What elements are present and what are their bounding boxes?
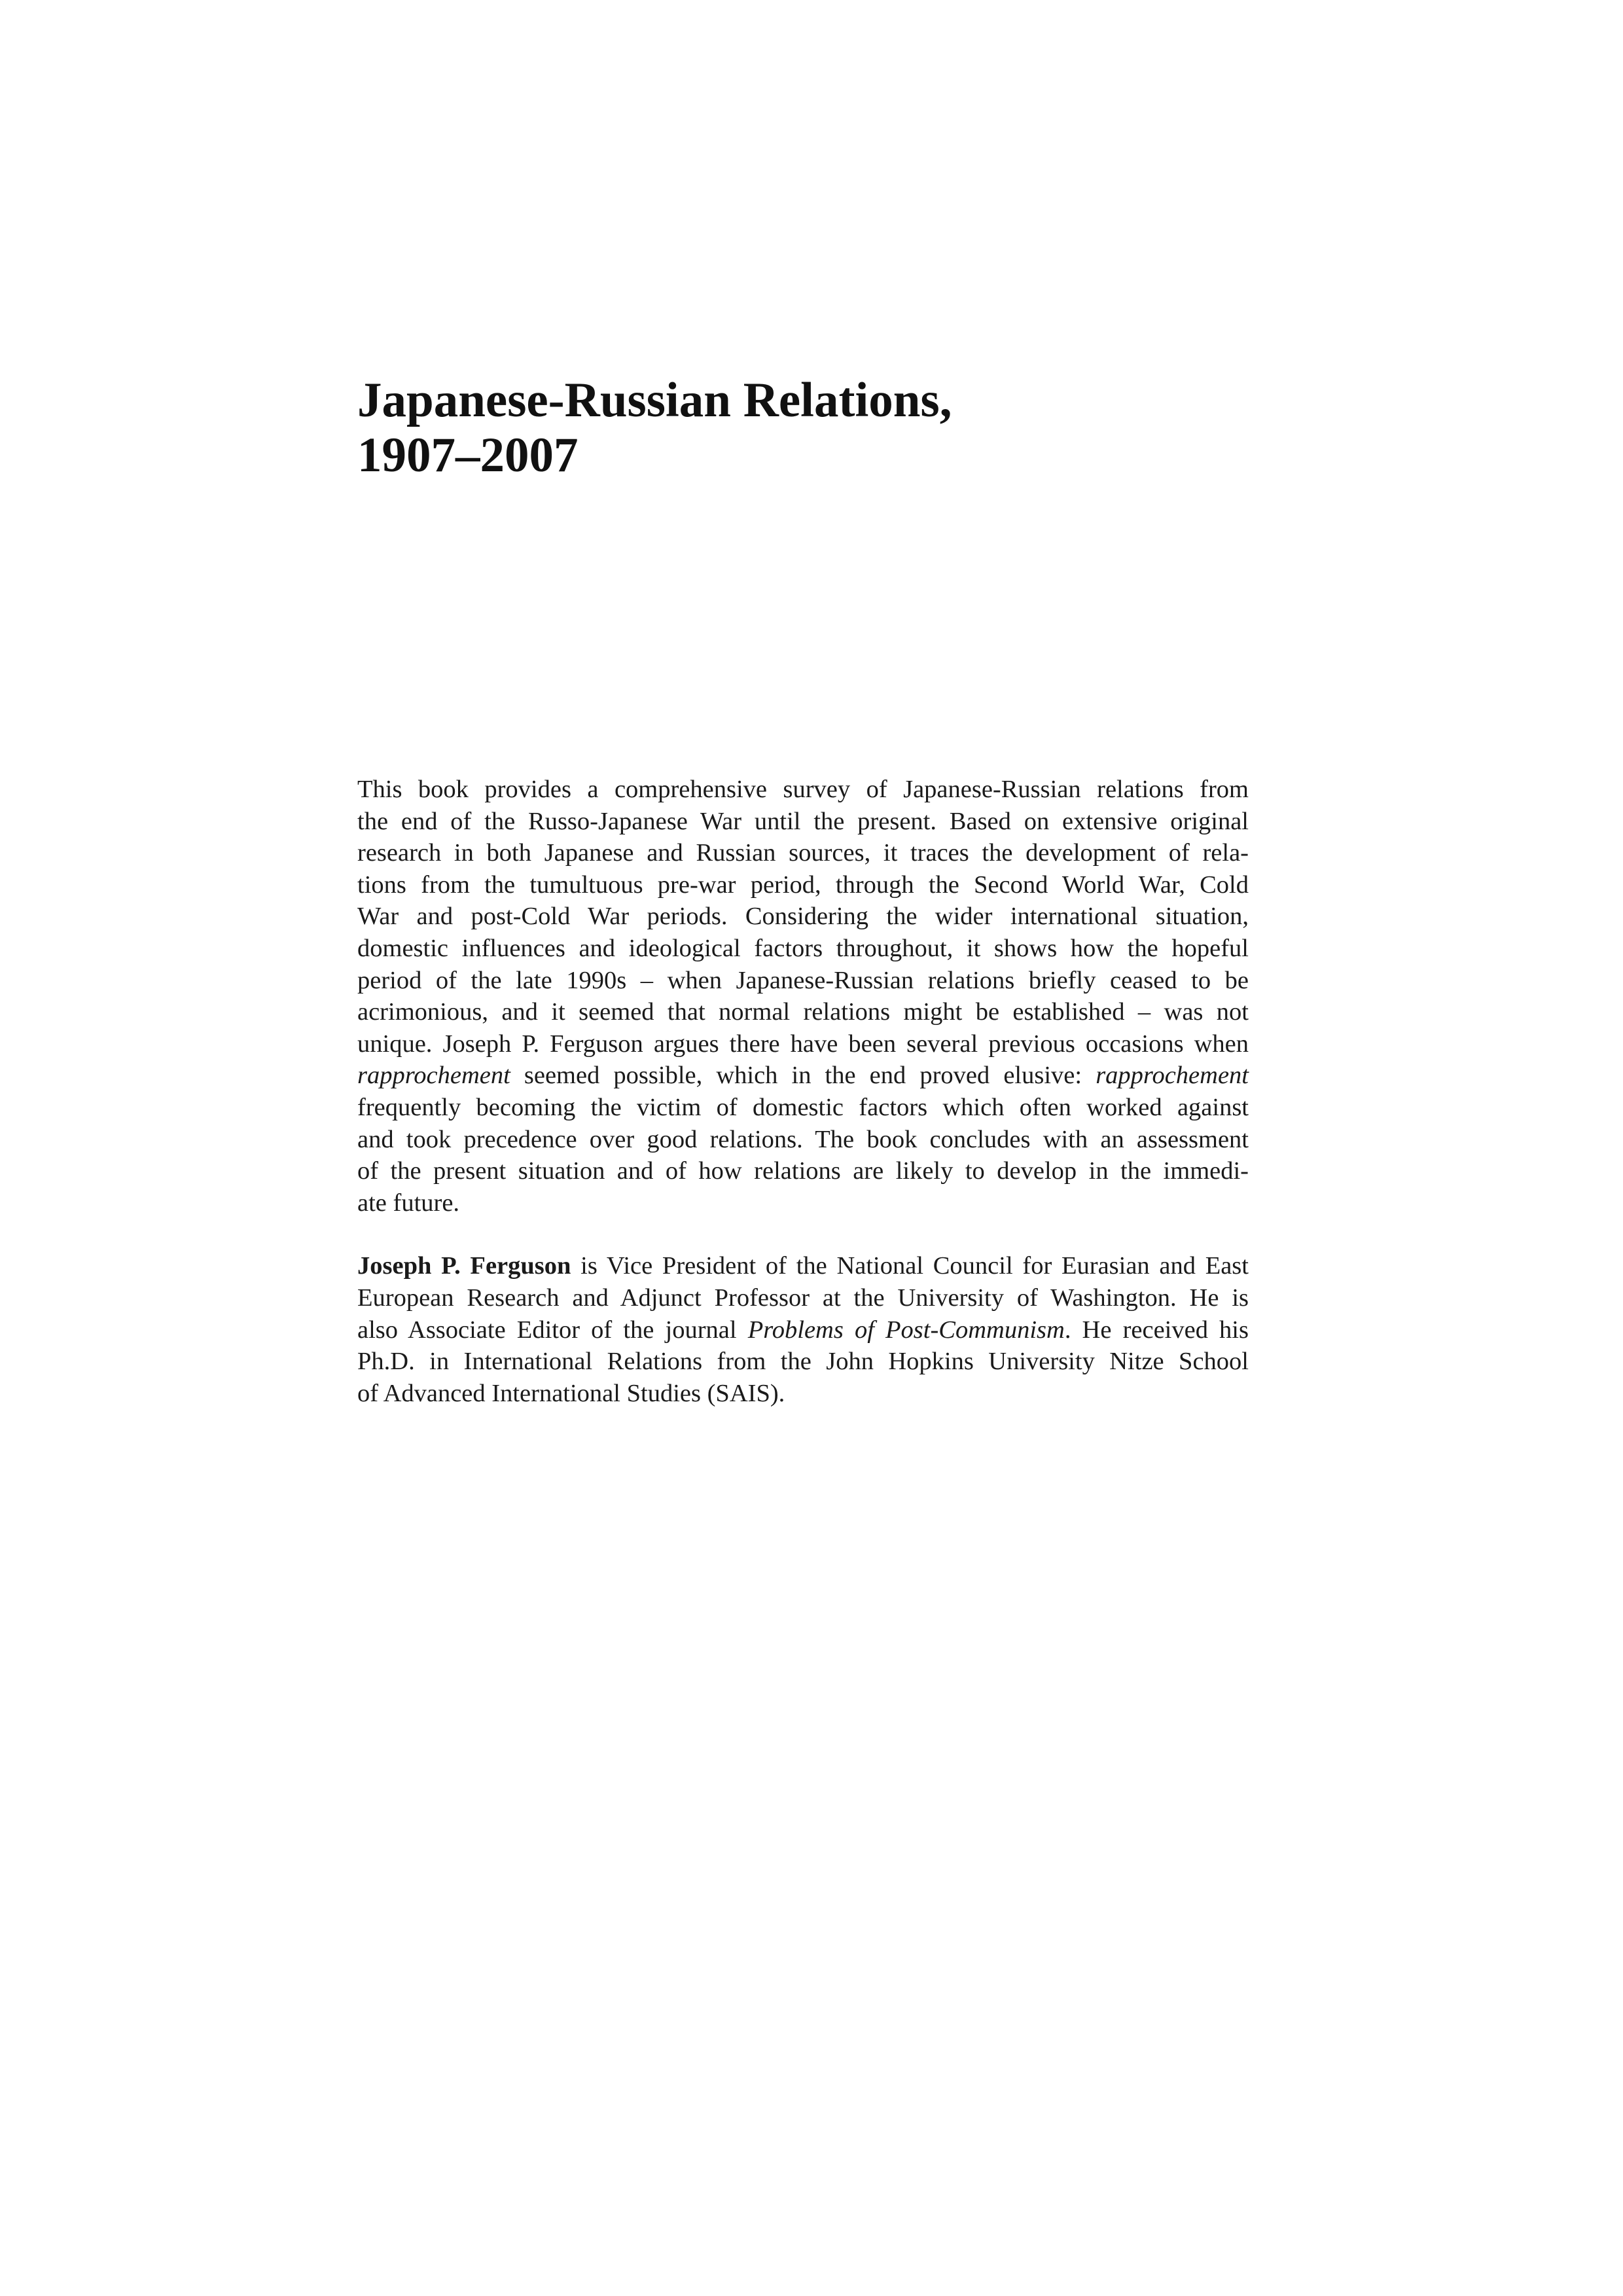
text-segment: domestic influences and ideological factors throughout, it shows how the hopeful <box>357 934 1249 962</box>
italic-text: Problems of Post-Communism <box>747 1316 1065 1344</box>
description-line <box>357 869 1249 901</box>
description-line <box>357 965 1249 997</box>
text-segment: the end of the Russo-Japanese War until the present. Based on extensive original <box>357 807 1249 835</box>
text-segment: is Vice President of the National Council for Eurasian and East <box>571 1252 1249 1280</box>
description-line <box>357 1187 1249 1219</box>
description-line <box>357 806 1249 838</box>
text-segment: Ph.D. in International Relations from the John Hopkins University Nitze School <box>357 1348 1249 1376</box>
description-line <box>357 837 1249 869</box>
text-segment: European Research and Adjunct Professor at the University of Washington. He is <box>357 1283 1249 1312</box>
bio-line <box>357 1282 1249 1314</box>
book-title-line-2: 1907–2007 <box>357 428 579 482</box>
text-segment: ate future. <box>357 1189 460 1217</box>
description-line <box>357 1092 1249 1124</box>
text-segment: frequently becoming the victim of domestic factors which often worked against <box>357 1093 1249 1121</box>
book-title-line-1: Japanese-Russian Relations, <box>357 373 952 427</box>
text-segment: also Associate Editor of the journal <box>357 1316 748 1344</box>
text-segment: unique. Joseph P. Ferguson argues there have been several previous occasions when <box>357 1030 1249 1058</box>
description-line <box>357 1028 1249 1060</box>
description-line <box>357 933 1249 965</box>
description-line <box>357 901 1249 933</box>
text-segment: of the present situation and of how relations are likely to develop in the immedi- <box>357 1157 1249 1185</box>
text-segment: period of the late 1990s – when Japanese-Russian relations briefly ceased to be <box>357 966 1249 994</box>
book-title <box>357 373 1274 483</box>
text-segment: research in both Japanese and Russian sources, it traces the development of rela- <box>357 839 1249 867</box>
text-segment: of Advanced International Studies (SAIS). <box>357 1379 785 1407</box>
text-segment: . He received his <box>1064 1316 1249 1344</box>
book-description <box>357 774 1249 1219</box>
text-segment: and took precedence over good relations. The book concludes with an assessment <box>357 1125 1249 1153</box>
bio-line <box>357 1346 1249 1378</box>
bio-line <box>357 1378 1249 1410</box>
description-line <box>357 996 1249 1028</box>
text-segment: This book provides a comprehensive survey of Japanese-Russian relations from <box>357 776 1249 803</box>
italic-text: rapprochement <box>357 1062 510 1090</box>
text-segment: acrimonious, and it seemed that normal relations might be established – was not <box>357 998 1249 1026</box>
description-line <box>357 1124 1249 1156</box>
description-line <box>357 1155 1249 1187</box>
bio-line <box>357 1314 1249 1346</box>
text-segment: seemed possible, which in the end proved elusive: <box>510 1062 1096 1090</box>
text-segment: War and post-Cold War periods. Considering the wider international situation, <box>357 903 1249 931</box>
author-bio <box>357 1250 1249 1409</box>
bold-text: Joseph P. Ferguson <box>357 1252 571 1280</box>
body-text <box>357 774 1249 1409</box>
italic-text: rapprochement <box>1096 1062 1249 1090</box>
text-segment: tions from the tumultuous pre-war period, through the Second World War, Cold <box>357 870 1249 899</box>
description-line <box>357 774 1249 806</box>
paragraph-gap <box>357 1219 1249 1250</box>
bio-line <box>357 1250 1249 1282</box>
description-line <box>357 1060 1249 1092</box>
